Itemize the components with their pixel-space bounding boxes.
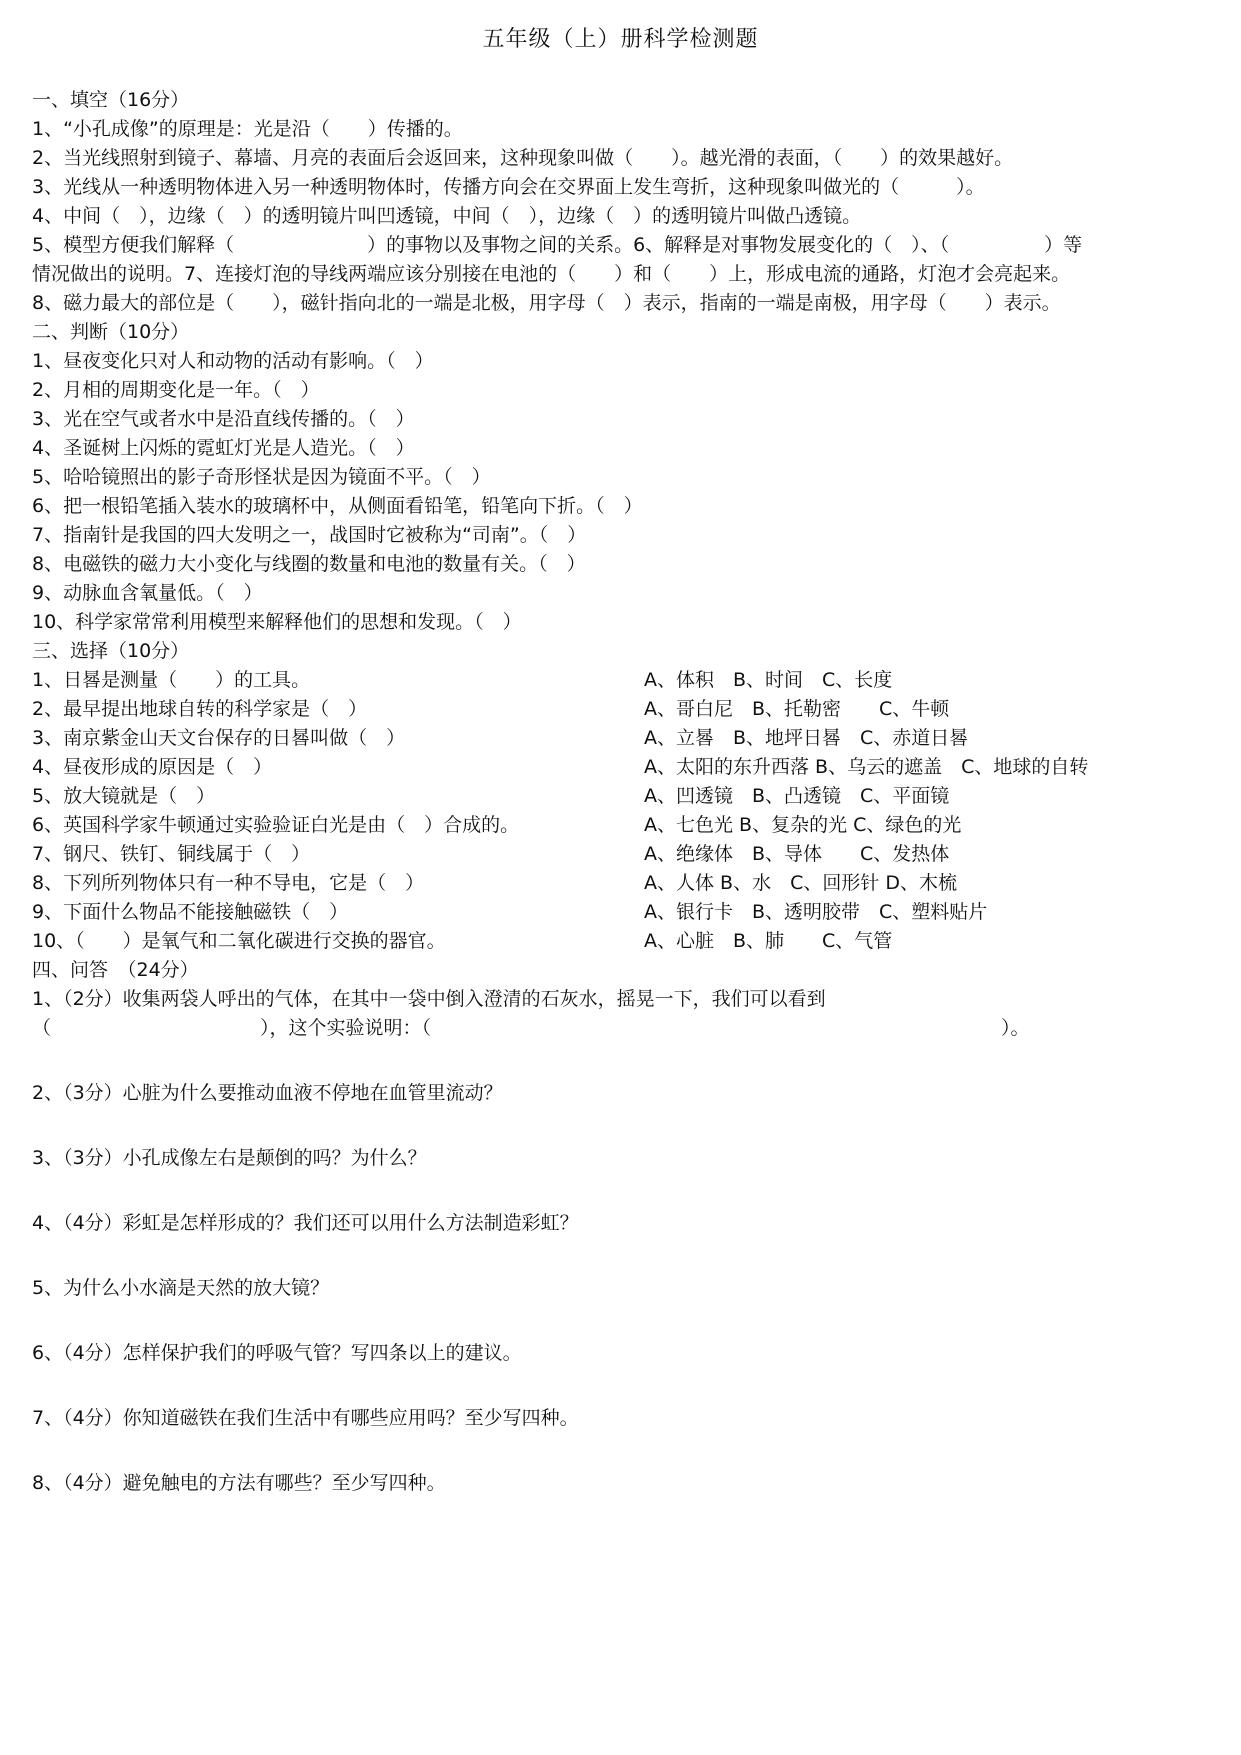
true-false-question: 4、圣诞树上闪烁的霓虹灯光是人造光。（ ） — [32, 437, 415, 459]
section-multiple-choice-heading: 三、选择（10分） — [32, 640, 190, 662]
choice-options: A、绝缘体 B、导体 C、发热体 — [644, 843, 950, 865]
choice-options: A、人体 B、水 C、回形针 D、木梳 — [644, 872, 958, 894]
true-false-question: 1、昼夜变化只对人和动物的活动有影响。（ ） — [32, 350, 434, 372]
choice-options: A、凹透镜 B、凸透镜 C、平面镜 — [644, 785, 950, 807]
true-false-question: 8、电磁铁的磁力大小变化与线圈的数量和电池的数量有关。（ ） — [32, 553, 586, 575]
choice-options: A、七色光 B、复杂的光 C、绿色的光 — [644, 814, 962, 836]
fill-blank-question: 5、模型方便我们解释（ ）的事物以及事物之间的关系。6、解释是对事物发展变化的（ ）、（ ）等 — [32, 234, 1083, 256]
multiple-choice-item — [32, 840, 1222, 869]
choice-question: 2、最早提出地球自转的科学家是（ ） — [32, 698, 368, 720]
true-false-question: 5、哈哈镜照出的影子奇形怪状是因为镜面不平。（ ） — [32, 466, 491, 488]
choice-question: 9、下面什么物品不能接触磁铁（ ） — [32, 901, 349, 923]
fill-blank-question: 情况做出的说明。7、连接灯泡的导线两端应该分别接在电池的（ ）和（ ）上，形成电流的通路，灯泡才会亮起来。 — [32, 263, 1071, 285]
multiple-choice-item — [32, 753, 1222, 782]
choice-question: 3、南京紫金山天文台保存的日晷叫做（ ） — [32, 727, 406, 749]
fill-blank-question: 2、当光线照射到镜子、幕墙、月亮的表面后会返回来，这种现象叫做（ ）。越光滑的表面，（ ）的效果越好。 — [32, 147, 1014, 169]
choice-question: 5、放大镜就是（ ） — [32, 785, 216, 807]
choice-question: 10、（ ）是氧气和二氧化碳进行交换的器官。 — [32, 930, 446, 952]
choice-options: A、银行卡 B、透明胶带 C、塑料贴片 — [644, 901, 988, 923]
fill-blank-question: 1、“小孔成像”的原理是：光是沿（ ）传播的。 — [32, 118, 463, 140]
short-answer-question: 6、（4分）怎样保护我们的呼吸气管？写四条以上的建议。 — [32, 1342, 522, 1364]
short-answer-question: 2、（3分）心脏为什么要推动血液不停地在血管里流动？ — [32, 1082, 503, 1104]
short-answer-question: 3、（3分）小孔成像左右是颠倒的吗？为什么？ — [32, 1147, 427, 1169]
multiple-choice-item — [32, 927, 1222, 956]
fill-blank-question: 3、光线从一种透明物体进入另一种透明物体时，传播方向会在交界面上发生弯折，这种现象叫做光的（ ）。 — [32, 176, 985, 198]
multiple-choice-item — [32, 666, 1222, 695]
multiple-choice-item — [32, 811, 1222, 840]
choice-options: A、哥白尼 B、托勒密 C、牛顿 — [644, 698, 950, 720]
true-false-question: 3、光在空气或者水中是沿直线传播的。（ ） — [32, 408, 415, 430]
multiple-choice-item — [32, 724, 1222, 753]
section-true-false-heading: 二、判断（10分） — [32, 321, 190, 343]
multiple-choice-item — [32, 898, 1222, 927]
choice-question: 7、钢尺、铁钉、铜线属于（ ） — [32, 843, 311, 865]
choice-question: 4、昼夜形成的原因是（ ） — [32, 756, 273, 778]
multiple-choice-item — [32, 869, 1222, 898]
section-fill-blank-heading: 一、填空（16分） — [32, 89, 190, 111]
true-false-question: 10、科学家常常利用模型来解释他们的思想和发现。（ ） — [32, 611, 522, 633]
true-false-question: 7、指南针是我国的四大发明之一，战国时它被称为“司南”。（ ） — [32, 524, 587, 546]
choice-question: 1、日晷是测量（ ）的工具。 — [32, 669, 311, 691]
multiple-choice-item — [32, 695, 1222, 724]
true-false-question: 6、把一根铅笔插入装水的玻璃杯中，从侧面看铅笔，铅笔向下折。（ ） — [32, 495, 643, 517]
page-title: 五年级（上）册科学检测题 — [482, 27, 759, 52]
exam-content — [32, 86, 1222, 1498]
fill-blank-question: 8、磁力最大的部位是（ ），磁针指向北的一端是北极，用字母（ ）表示，指南的一端是南极，用字母（ ）表示。 — [32, 292, 1061, 314]
fill-blank-question: 4、中间（ ），边缘（ ）的透明镜片叫凹透镜，中间（ ），边缘（ ）的透明镜片叫做凸透镜。 — [32, 205, 862, 227]
section-short-answer-heading: 四、问答 （24分） — [32, 959, 199, 981]
choice-options: A、立晷 B、地坪日晷 C、赤道日晷 — [644, 727, 969, 749]
short-answer-question-1-line-1: 1、（2分）收集两袋人呼出的气体，在其中一袋中倒入澄清的石灰水，摇晃一下，我们可以看到 — [32, 988, 826, 1010]
short-answer-question: 8、（4分）避免触电的方法有哪些？至少写四种。 — [32, 1472, 446, 1494]
true-false-question: 9、动脉血含氧量低。（ ） — [32, 582, 263, 604]
multiple-choice-item — [32, 782, 1222, 811]
choice-options: A、心脏 B、肺 C、气管 — [644, 930, 893, 952]
choice-options: A、体积 B、时间 C、长度 — [644, 669, 893, 691]
choice-question: 8、下列所列物体只有一种不导电，它是（ ） — [32, 872, 425, 894]
short-answer-question: 4、（4分）彩虹是怎样形成的？我们还可以用什么方法制造彩虹？ — [32, 1212, 579, 1234]
true-false-question: 2、月相的周期变化是一年。（ ） — [32, 379, 320, 401]
choice-question: 6、英国科学家牛顿通过实验验证白光是由（ ）合成的。 — [32, 814, 520, 836]
short-answer-question-1-line-2: （ ），这个实验说明：（ ）。 — [32, 1017, 1030, 1039]
choice-options: A、太阳的东升西落 B、乌云的遮盖 C、地球的自转 — [644, 756, 1089, 778]
short-answer-question: 7、（4分）你知道磁铁在我们生活中有哪些应用吗？至少写四种。 — [32, 1407, 579, 1429]
short-answer-question: 5、为什么小水滴是天然的放大镜？ — [32, 1277, 330, 1299]
